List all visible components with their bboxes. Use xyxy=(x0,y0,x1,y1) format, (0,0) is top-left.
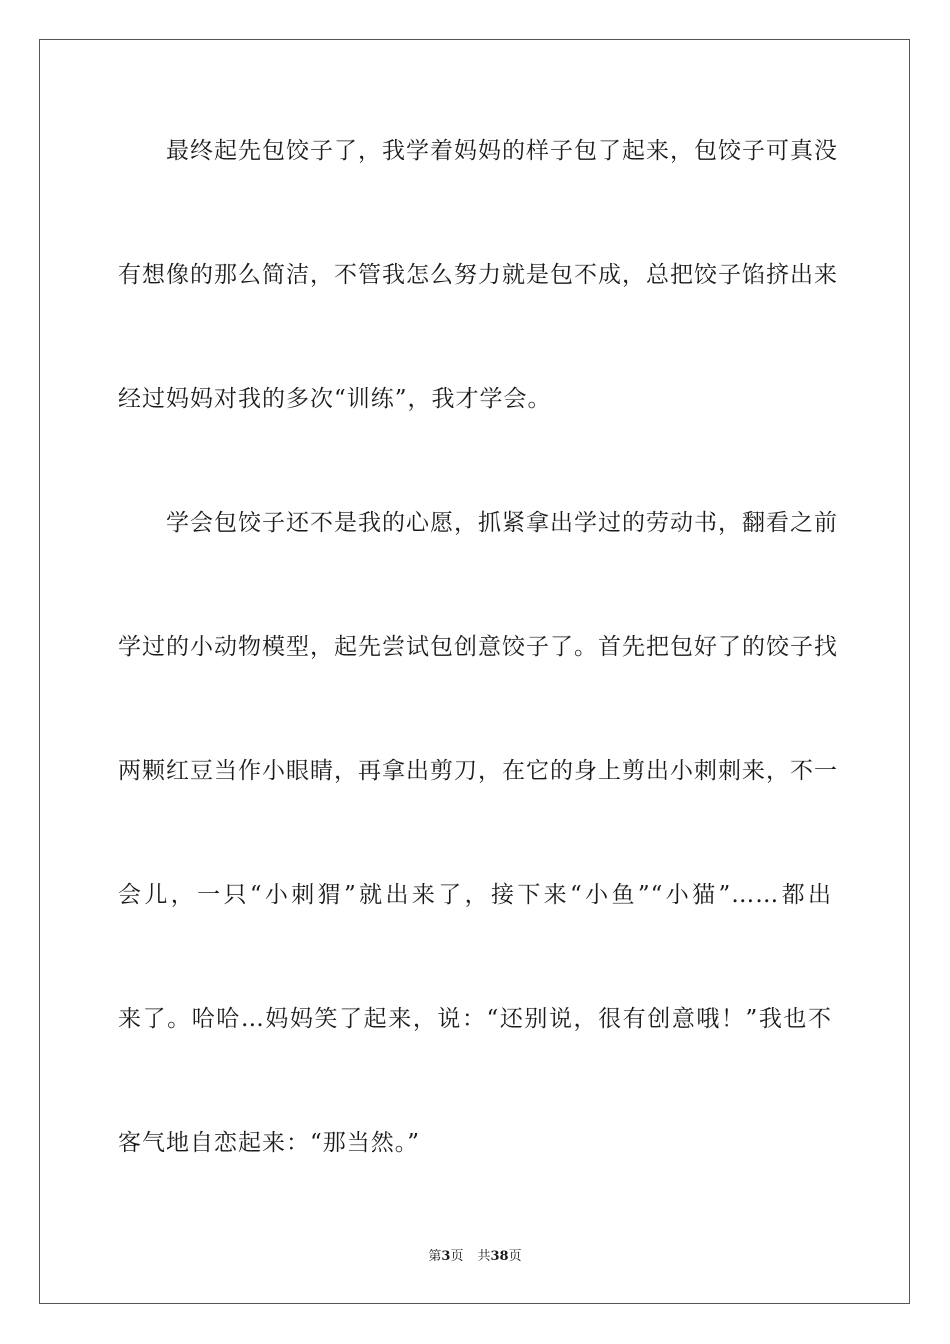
paragraph-2-line-3: 两颗红豆当作小眼睛，再拿出剪刀，在它的身上剪出小刺刺来，不一 xyxy=(118,758,838,784)
page-suffix: 页 xyxy=(450,1249,464,1264)
total-pages: 38 xyxy=(490,1249,509,1264)
paragraph-2-line-2: 学过的小动物模型，起先尝试包创意饺子了。首先把包好了的饺子找 xyxy=(118,634,838,660)
paragraph-1-line-1: 最终起先包饺子了，我学着妈妈的样子包了起来，包饺子可真没 xyxy=(166,138,838,164)
paragraph-1-line-3: 经过妈妈对我的多次“训练”，我才学会。 xyxy=(118,386,552,412)
page-footer xyxy=(0,1248,950,1266)
page-prefix: 第 xyxy=(428,1249,442,1264)
total-suffix: 页 xyxy=(508,1249,522,1264)
paragraph-2-line-6: 客气地自恋起来：“那当然。” xyxy=(118,1130,421,1156)
page-number: 3 xyxy=(441,1249,451,1264)
page-border xyxy=(39,39,910,1304)
paragraph-2-line-1: 学会包饺子还不是我的心愿，抓紧拿出学过的劳动书，翻看之前 xyxy=(166,510,838,536)
paragraph-2-line-5: 来了。哈哈…妈妈笑了起来，说：“还别说，很有创意哦！”我也不 xyxy=(118,1006,832,1032)
paragraph-2-line-4: 会儿，一只“小刺猬”就出来了，接下来“小鱼”“小猫”……都出 xyxy=(118,882,832,908)
paragraph-1-line-2: 有想像的那么简洁，不管我怎么努力就是包不成，总把饺子馅挤出来 xyxy=(118,262,838,288)
total-prefix: 共 xyxy=(477,1249,491,1264)
